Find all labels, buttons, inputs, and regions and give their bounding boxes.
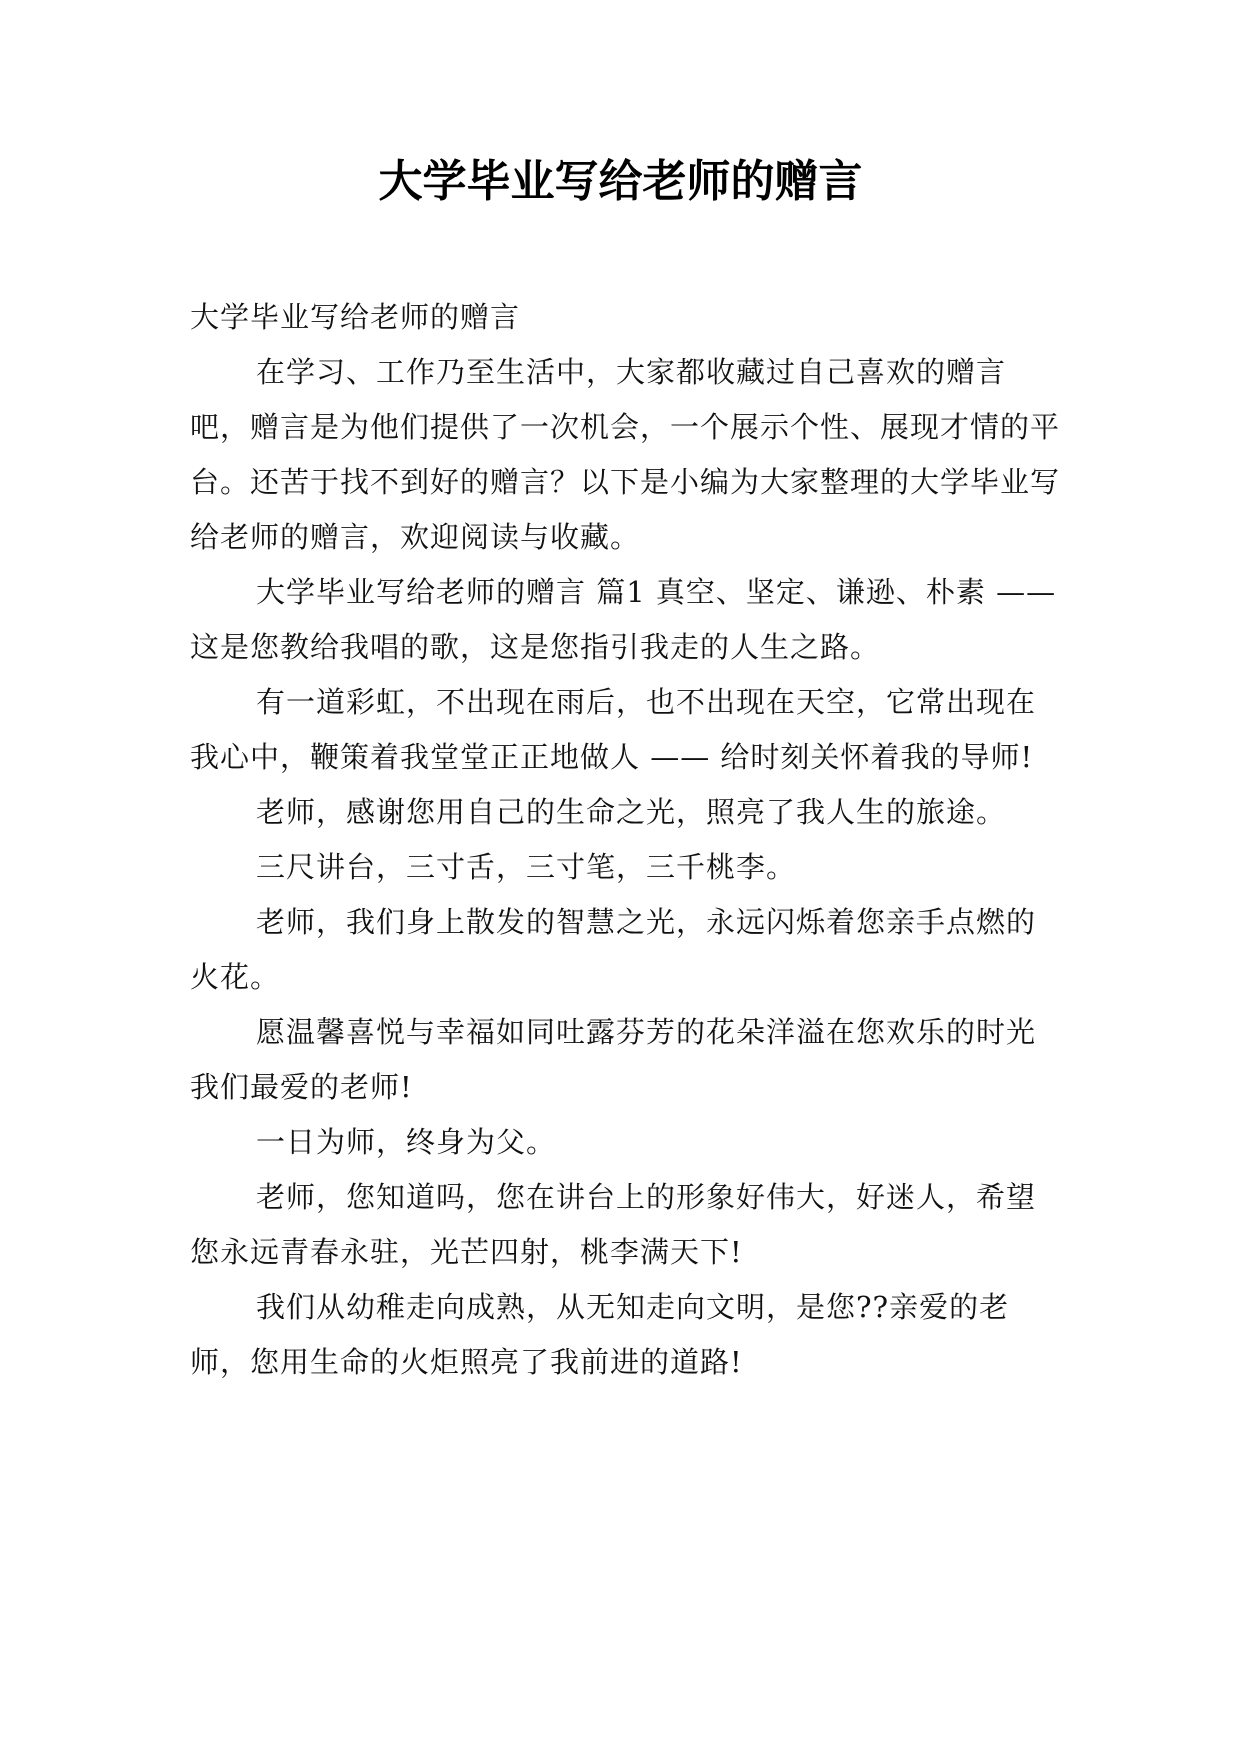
paragraph-rainbow: 有一道彩虹，不出现在雨后，也不出现在天空，它常出现在我心中，鞭策着我堂堂正正地做人 —— 给时刻关怀着我的导师!	[190, 685, 1037, 774]
paragraph-thanks: 老师，感谢您用自己的生命之光，照亮了我人生的旅途。	[256, 795, 1007, 829]
paragraph-one-day: 一日为师，终身为父。	[256, 1125, 557, 1159]
paragraph-growth: 我们从幼稚走向成熟，从无知走向文明，是您??亲爱的老师，您用生命的火炬照亮了我前进的道路!	[190, 1290, 1010, 1379]
body-subtitle: 大学毕业写给老师的赠言	[190, 300, 521, 334]
document-title: 大学毕业写给老师的赠言	[378, 156, 863, 207]
paragraph-intro: 在学习、工作乃至生活中，大家都收藏过自己喜欢的赠言吧，赠言是为他们提供了一次机会，一个展示个性、展现才情的平台。还苦于找不到好的赠言？以下是小编为大家整理的大学毕业写给老师的赠言，欢迎阅读与收藏。	[190, 355, 1061, 554]
paragraph-wisdom: 老师，我们身上散发的智慧之光，永远闪烁着您亲手点燃的火花。	[190, 905, 1037, 994]
paragraph-three-feet: 三尺讲台，三寸舌，三寸笔，三千桃李。	[256, 850, 797, 884]
paragraph-wishes: 愿温馨喜悦与幸福如同吐露芬芳的花朵洋溢在您欢乐的时光我们最爱的老师!	[190, 1015, 1037, 1104]
document-body	[190, 290, 1060, 1390]
paragraph-section-1: 大学毕业写给老师的赠言 篇1 真空、坚定、谦逊、朴素 —— 这是您教给我唱的歌，这是您指引我走的人生之路。	[190, 575, 1057, 664]
paragraph-podium: 老师，您知道吗，您在讲台上的形象好伟大，好迷人，希望您永远青春永驻，光芒四射，桃李满天下!	[190, 1180, 1037, 1269]
